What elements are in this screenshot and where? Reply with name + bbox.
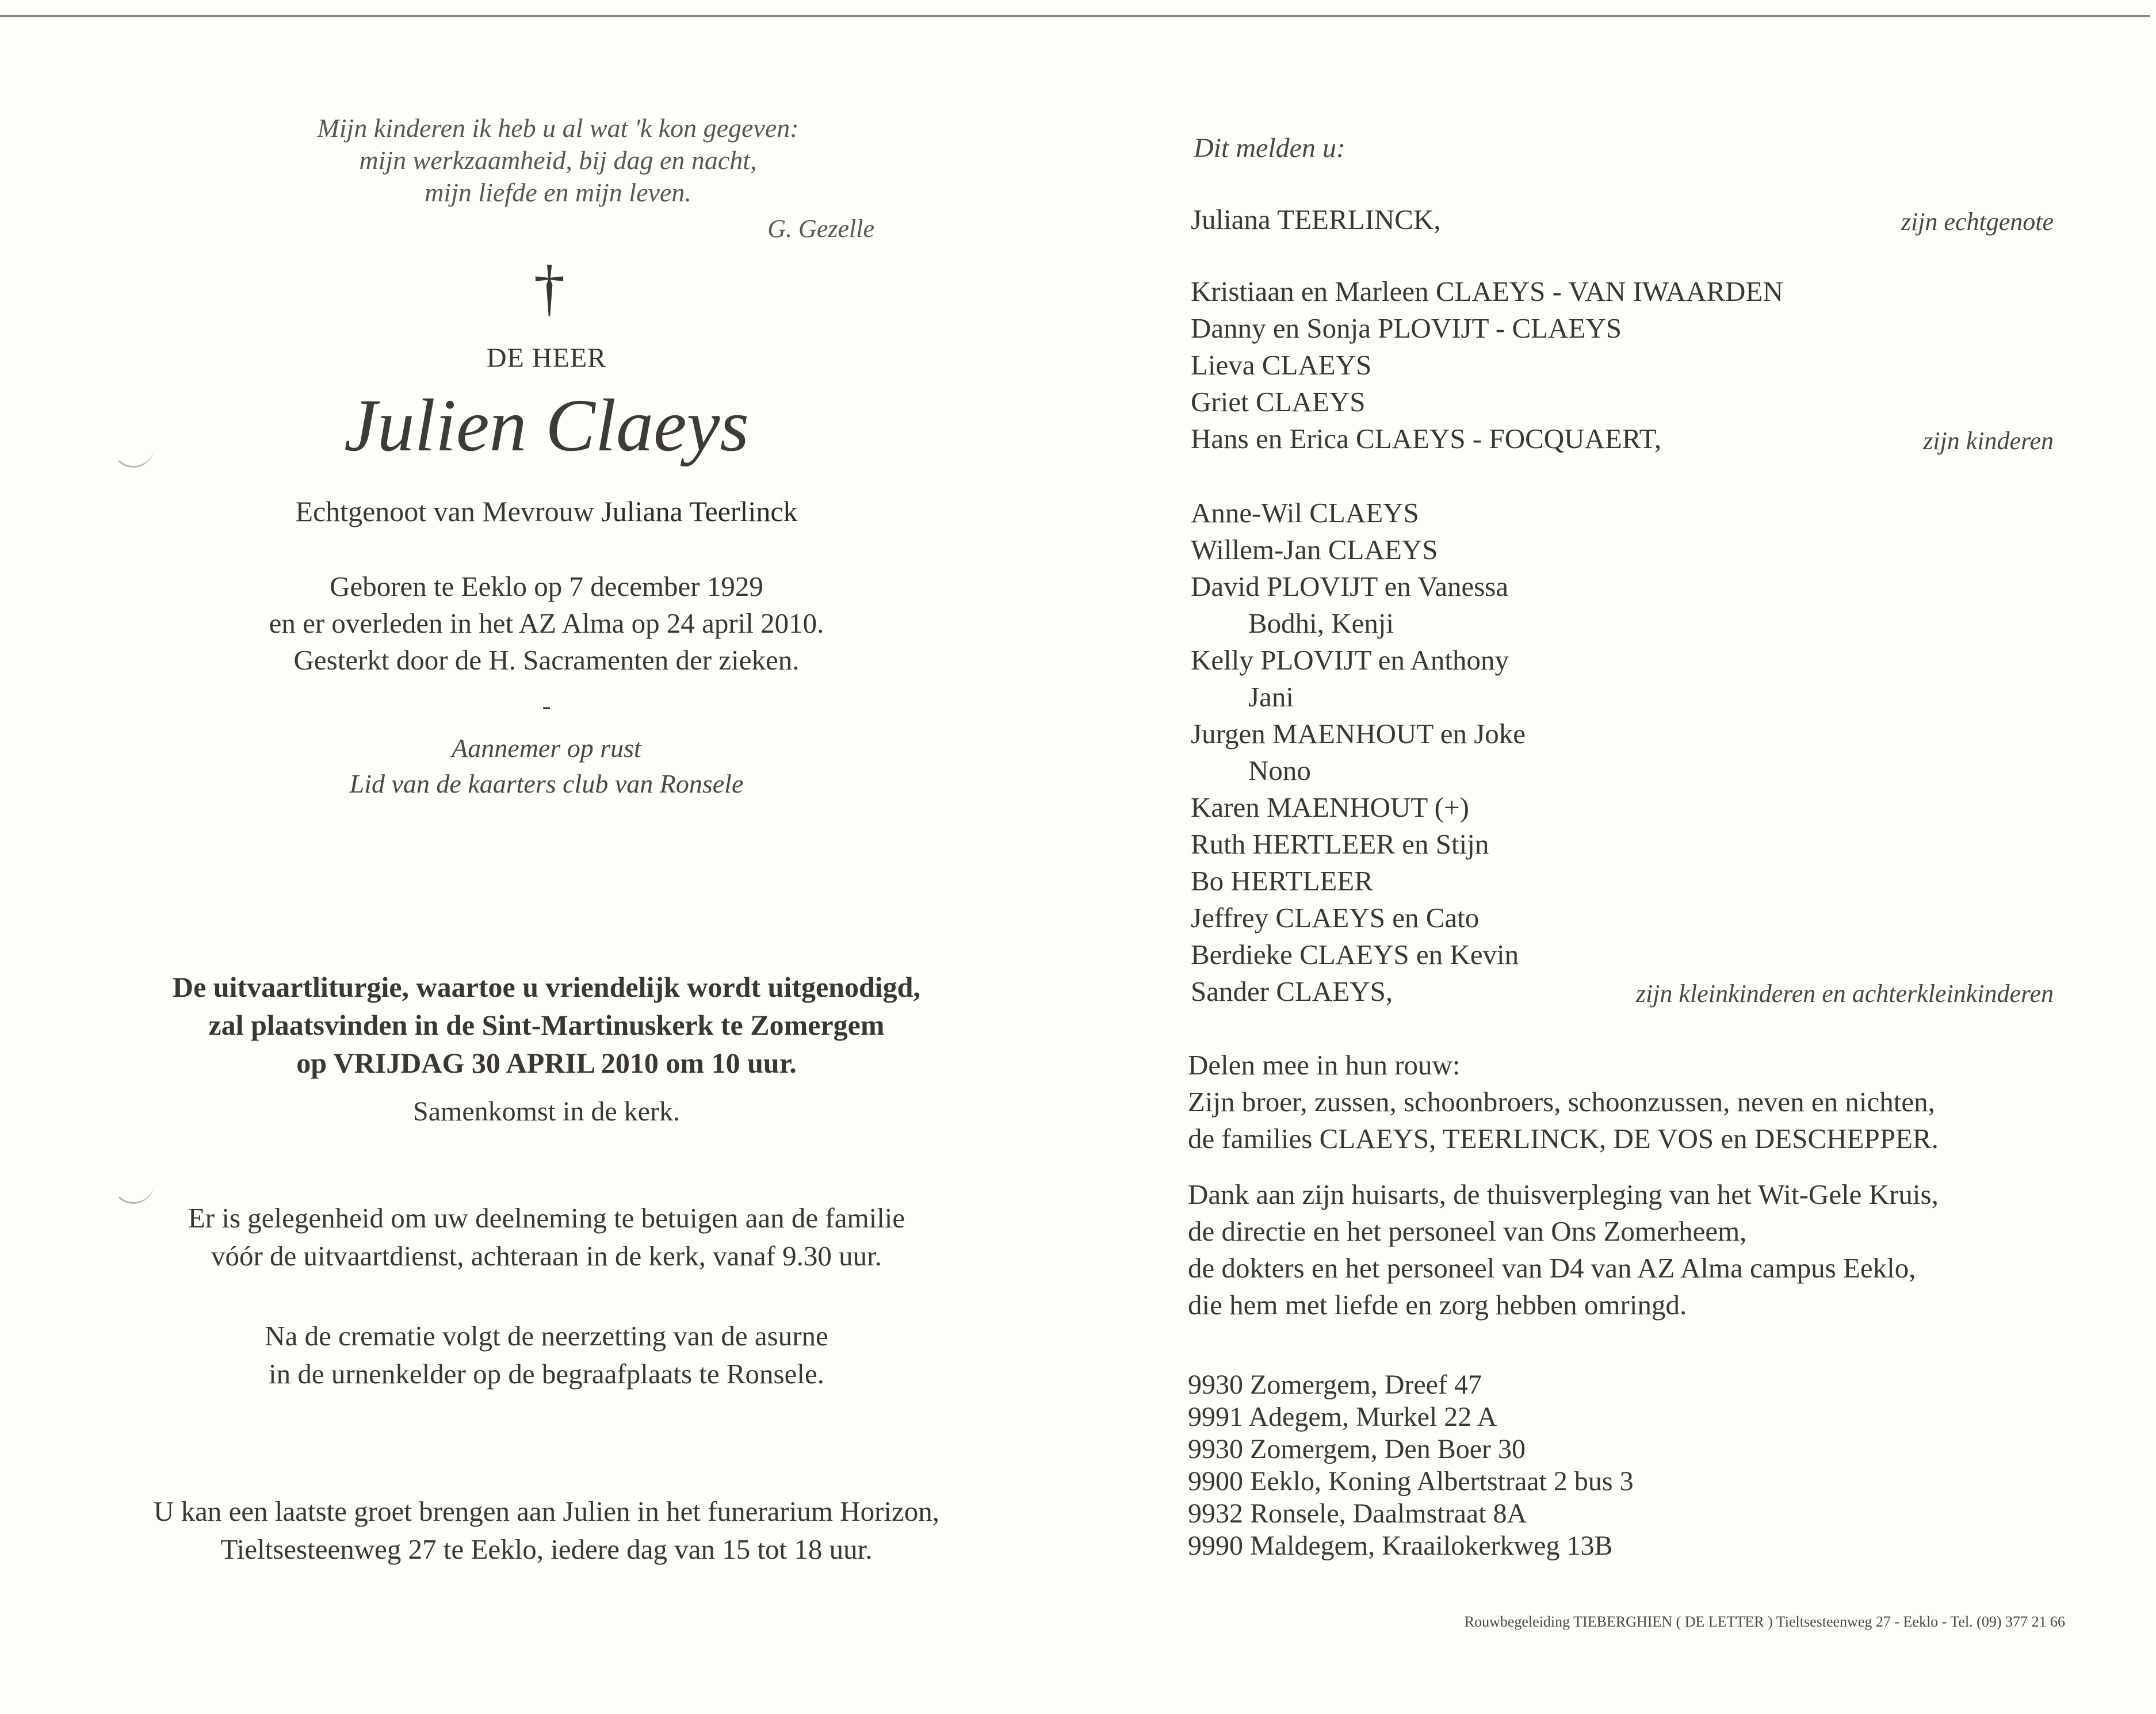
- family-row-grandchild: [1191, 863, 2054, 900]
- condolence-note: [86, 1199, 1007, 1275]
- family-row-grandchild: [1191, 568, 2054, 605]
- occupation-line: Aannemer op rust: [452, 733, 641, 763]
- honorific-title: DE HEER: [486, 343, 607, 373]
- cross-icon: †: [533, 252, 565, 323]
- share-line: de families CLAEYS, TEERLINCK, DE VOS en DESCHEPPER.: [1188, 1123, 1939, 1154]
- share-line: Delen mee in hun rouw:: [1188, 1049, 1461, 1081]
- announce-heading: Dit melden u:: [1194, 133, 1345, 163]
- family-row-grandchild: [1191, 789, 2054, 826]
- thanks-note: [1188, 1176, 2108, 1323]
- liturgy-line: zal plaatsvinden in de Sint-Martinuskerk te Zomergem: [208, 1009, 885, 1041]
- spouse-line: [173, 495, 920, 528]
- occupation-line: Lid van de kaarters club van Ronsele: [349, 769, 744, 798]
- liturgy-line: op VRIJDAG 30 APRIL 2010 om 10 uur.: [296, 1047, 797, 1079]
- bio-line: Geboren te Eeklo op 7 december 1929: [330, 571, 763, 602]
- spouse-name: Juliana Teerlinck: [601, 495, 798, 527]
- family-name: Kristiaan en Marleen CLAEYS - VAN IWAARDEN: [1191, 276, 1783, 307]
- address-line: 9930 Zomergem, Dreef 47: [1188, 1369, 1482, 1400]
- family-row-grandchild: [1191, 936, 2054, 973]
- cremation-line: in de urnenkelder op de begraafplaats te Ronsele.: [268, 1358, 824, 1390]
- poem: [242, 112, 874, 209]
- liturgy-announcement: [86, 968, 1007, 1082]
- address-line: 9990 Maldegem, Kraailokerkweg 13B: [1188, 1531, 1613, 1561]
- family-row-spouse: [1191, 201, 2054, 238]
- family-name: Bodhi, Kenji: [1248, 607, 1394, 639]
- family-row-child: [1191, 420, 2054, 457]
- family-name: Jani: [1248, 681, 1294, 713]
- punch-mark-upper: [112, 443, 154, 468]
- family-row-grandchild: [1191, 495, 2054, 531]
- poem-line: Mijn kinderen ik heb u al wat 'k kon gegeven:: [317, 113, 799, 143]
- address-line: 9900 Eeklo, Koning Albertstraat 2 bus 3: [1188, 1466, 1634, 1497]
- address-line: 9991 Adegem, Murkel 22 A: [1188, 1402, 1497, 1432]
- thanks-line: die hem met liefde en zorg hebben omringd.: [1188, 1289, 1687, 1321]
- occupation: [201, 730, 892, 802]
- condolence-line: Er is gelegenheid om uw deelneming te betuigen aan de familie: [188, 1202, 905, 1234]
- family-row-grandchild: [1191, 900, 2054, 936]
- family-name: Hans en Erica CLAEYS - FOCQUAERT,: [1191, 423, 1662, 454]
- spouse-prefix: Echtgenoot van Mevrouw: [295, 495, 594, 527]
- poem-author: G. Gezelle: [767, 215, 874, 243]
- family-name: Lieva CLAEYS: [1191, 349, 1372, 381]
- family-row-grandchild: [1191, 716, 2054, 752]
- address-line: 9932 Ronsele, Daalmstraat 8A: [1188, 1498, 1527, 1529]
- family-name: Berdieke CLAEYS en Kevin: [1191, 939, 1519, 970]
- family-name: Jurgen MAENHOUT en Joke: [1191, 718, 1526, 749]
- thanks-line: de dokters en het personeel van D4 van AZ Alma campus Eeklo,: [1188, 1252, 1916, 1284]
- family-name: Bo HERTLEER: [1191, 865, 1373, 897]
- family-name: Griet CLAEYS: [1191, 386, 1366, 418]
- family-name: Sander CLAEYS,: [1191, 975, 1393, 1007]
- family-row-child: [1191, 384, 2054, 420]
- family-row-grandchild: [1191, 642, 2054, 679]
- farewell-note: [86, 1493, 1007, 1568]
- address-list: [1188, 1369, 1878, 1562]
- family-row-child: [1191, 347, 2054, 384]
- deceased-name: Julien Claeys: [344, 384, 749, 467]
- family-row-grandchild: [1191, 531, 2054, 568]
- farewell-line: U kan een laatste groet brengen aan Julien in het funerarium Horizon,: [153, 1495, 940, 1527]
- family-name: Danny en Sonja PLOVIJT - CLAEYS: [1191, 312, 1622, 344]
- family-name: Kelly PLOVIJT en Anthony: [1191, 644, 1509, 676]
- thanks-line: de directie en het personeel van Ons Zomerheem,: [1188, 1215, 1747, 1247]
- separator-dash: -: [542, 691, 551, 720]
- printer-imprint: Rouwbegeleiding TIEBERGHIEN ( DE LETTER ) Tieltsesteenweg 27 - Eeklo - Tel. (09) 377 21 66: [1464, 1613, 2065, 1630]
- family-name: Ruth HERTLEER en Stijn: [1191, 828, 1489, 860]
- family-name: Karen MAENHOUT (+): [1191, 791, 1469, 823]
- relation-label: zijn kinderen: [1923, 427, 2054, 455]
- family-name: Jeffrey CLAEYS en Cato: [1191, 902, 1480, 933]
- poem-line: mijn werkzaamheid, bij dag en nacht,: [359, 146, 757, 175]
- family-name: Juliana TEERLINCK,: [1191, 204, 1441, 235]
- family-name: David PLOVIJT en Vanessa: [1191, 571, 1509, 602]
- biography: [173, 568, 920, 679]
- share-line: Zijn broer, zussen, schoonbroers, schoonzussen, neven en nichten,: [1188, 1086, 1935, 1118]
- address-line: 9930 Zomergem, Den Boer 30: [1188, 1434, 1526, 1464]
- cremation-note: [86, 1317, 1007, 1393]
- family-name: Anne-Wil CLAEYS: [1191, 497, 1419, 529]
- poem-line: mijn liefde en mijn leven.: [425, 178, 691, 207]
- bio-line: Gesterkt door de H. Sacramenten der zieken.: [293, 644, 800, 676]
- family-row-grandchild: [1191, 679, 2054, 716]
- family-name: Nono: [1248, 755, 1311, 786]
- relation-label: zijn echtgenote: [1901, 208, 2054, 236]
- bio-line: en er overleden in het AZ Alma op 24 april 2010.: [269, 607, 824, 639]
- family-row-child: [1191, 273, 2054, 310]
- liturgy-line: De uitvaartliturgie, waartoe u vriendelijk wordt uitgenodigd,: [173, 971, 920, 1003]
- cremation-line: Na de crematie volgt de neerzetting van de asurne: [265, 1320, 828, 1352]
- gathering-note: Samenkomst in de kerk.: [413, 1096, 680, 1127]
- relation-label: zijn kleinkinderen en achterkleinkinderen: [1635, 980, 2054, 1008]
- condolence-line: vóór de uitvaartdienst, achteraan in de kerk, vanaf 9.30 uur.: [211, 1240, 882, 1272]
- farewell-line: Tieltsesteenweg 27 te Eeklo, iedere dag van 15 tot 18 uur.: [220, 1533, 873, 1565]
- mourning-share: [1188, 1047, 2108, 1157]
- family-row-child: [1191, 310, 2054, 347]
- family-row-grandchild: [1191, 826, 2054, 863]
- family-row-grandchild: [1191, 752, 2054, 789]
- family-row-grandchild: [1191, 973, 2054, 1010]
- family-name: Willem-Jan CLAEYS: [1191, 534, 1438, 565]
- family-row-grandchild: [1191, 605, 2054, 642]
- top-edge-rule: [0, 15, 2150, 17]
- thanks-line: Dank aan zijn huisarts, de thuisverpleging van het Wit-Gele Kruis,: [1188, 1179, 1939, 1210]
